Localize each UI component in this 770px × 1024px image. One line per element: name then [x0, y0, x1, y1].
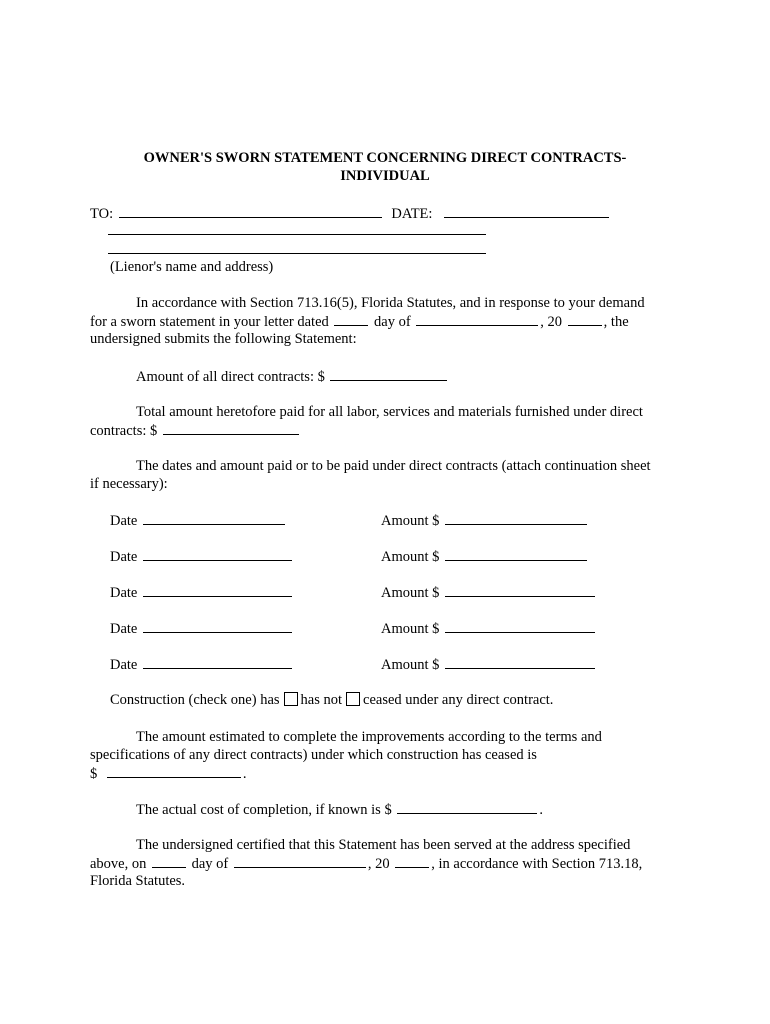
has-not-label: has not — [300, 692, 343, 708]
amount-all-row — [136, 367, 449, 386]
construction-prefix: Construction (check one) has — [110, 692, 280, 708]
payment-date-field[interactable] — [143, 655, 292, 669]
payment-amount-row — [381, 583, 597, 602]
has-checkbox[interactable] — [284, 692, 298, 706]
intro-line-1: In accordance with Section 713.16(5), Florida Statutes, and in response to your demand — [136, 295, 645, 311]
payment-amount-row — [381, 655, 597, 674]
amount-all-field[interactable] — [330, 367, 447, 381]
actual-cost-period: . — [539, 802, 543, 818]
actual-cost-field[interactable] — [397, 800, 537, 814]
to-label: TO: — [90, 206, 114, 222]
payment-date-field[interactable] — [143, 511, 285, 525]
certification-line-1: The undersigned certified that this Statement has been served at the address specified — [136, 837, 631, 853]
estimate-dollar-sign: $ — [90, 766, 98, 782]
letter-month-field[interactable] — [416, 312, 538, 326]
certification-day-of: day of — [191, 856, 229, 872]
payment-row — [110, 655, 294, 674]
payment-amount-row — [381, 511, 589, 530]
payment-row — [110, 583, 294, 602]
estimate-line-2: specifications of any direct contracts) under which construction has ceased is — [90, 747, 537, 763]
total-paid-field[interactable] — [163, 421, 299, 435]
has-not-checkbox[interactable] — [346, 692, 360, 706]
estimate-amount-field[interactable] — [107, 764, 241, 778]
to-field[interactable] — [119, 204, 382, 218]
letter-day-field[interactable] — [334, 312, 368, 326]
intro-the-text: , the — [603, 314, 629, 330]
payment-date-label: Date — [110, 513, 138, 529]
date-label: DATE: — [391, 206, 433, 222]
to-date-row — [90, 204, 611, 223]
payment-date-field[interactable] — [143, 547, 292, 561]
estimate-line-1: The amount estimated to complete the improvements according to the terms and — [136, 729, 602, 745]
construction-row — [110, 691, 553, 709]
construction-suffix: ceased under any direct contract. — [363, 692, 554, 708]
payment-date-field[interactable] — [143, 583, 292, 597]
certification-section-text: , in accordance with Section 713.18, — [431, 856, 643, 872]
dates-intro-line-1: The dates and amount paid or to be paid under direct contracts (attach continuation sheet — [136, 458, 651, 474]
intro-line-2 — [90, 312, 629, 331]
intro-letter-dated-text: for a sworn statement in your letter dated — [90, 314, 329, 330]
lienor-address-line-1[interactable] — [108, 234, 486, 235]
letter-year-field[interactable] — [568, 312, 602, 326]
payment-amount-label: Amount $ — [381, 621, 440, 637]
payment-amount-label: Amount $ — [381, 513, 440, 529]
payment-row — [110, 547, 294, 566]
actual-cost-label: The actual cost of completion, if known is $ — [136, 802, 392, 818]
document-title-line-1: OWNER'S SWORN STATEMENT CONCERNING DIRECT CONTRACTS- — [143, 150, 627, 166]
certification-line-3: Florida Statutes. — [90, 873, 186, 889]
payment-amount-row — [381, 547, 589, 566]
intro-line-3: undersigned submits the following Statement: — [90, 331, 357, 347]
payment-date-label: Date — [110, 549, 138, 565]
payment-amount-field[interactable] — [445, 547, 587, 561]
payment-amount-label: Amount $ — [381, 585, 440, 601]
service-day-field[interactable] — [152, 854, 186, 868]
certification-line-2 — [90, 854, 642, 873]
service-year-field[interactable] — [395, 854, 429, 868]
payment-date-field[interactable] — [143, 619, 292, 633]
payment-row — [110, 619, 294, 638]
actual-cost-row — [136, 800, 543, 819]
total-paid-line-1: Total amount heretofore paid for all labor, services and materials furnished under direct — [136, 404, 643, 420]
estimate-period: . — [242, 766, 247, 782]
lienor-address-line-2[interactable] — [108, 253, 486, 254]
date-field[interactable] — [444, 204, 609, 218]
intro-day-of-text: day of — [374, 314, 411, 330]
dates-intro-line-2: if necessary): — [90, 476, 168, 492]
estimate-line-3 — [90, 764, 247, 783]
total-paid-label: contracts: $ — [90, 423, 158, 439]
payment-amount-row — [381, 619, 597, 638]
amount-all-label: Amount of all direct contracts: $ — [136, 369, 325, 385]
certification-year-prefix: , 20 — [367, 856, 390, 872]
payment-date-label: Date — [110, 657, 138, 673]
payment-amount-field[interactable] — [445, 655, 595, 669]
certification-above-on: above, on — [90, 856, 147, 872]
payment-amount-field[interactable] — [445, 583, 595, 597]
payment-date-label: Date — [110, 621, 138, 637]
total-paid-line-2 — [90, 421, 301, 440]
document-title-line-2: INDIVIDUAL — [340, 168, 430, 184]
payment-row — [110, 511, 287, 530]
payment-amount-label: Amount $ — [381, 657, 440, 673]
intro-year-prefix: , 20 — [540, 314, 563, 330]
payment-amount-field[interactable] — [445, 511, 587, 525]
lienor-caption: (Lienor's name and address) — [110, 259, 274, 275]
payment-date-label: Date — [110, 585, 138, 601]
payment-amount-field[interactable] — [445, 619, 595, 633]
payment-amount-label: Amount $ — [381, 549, 440, 565]
service-month-field[interactable] — [234, 854, 366, 868]
